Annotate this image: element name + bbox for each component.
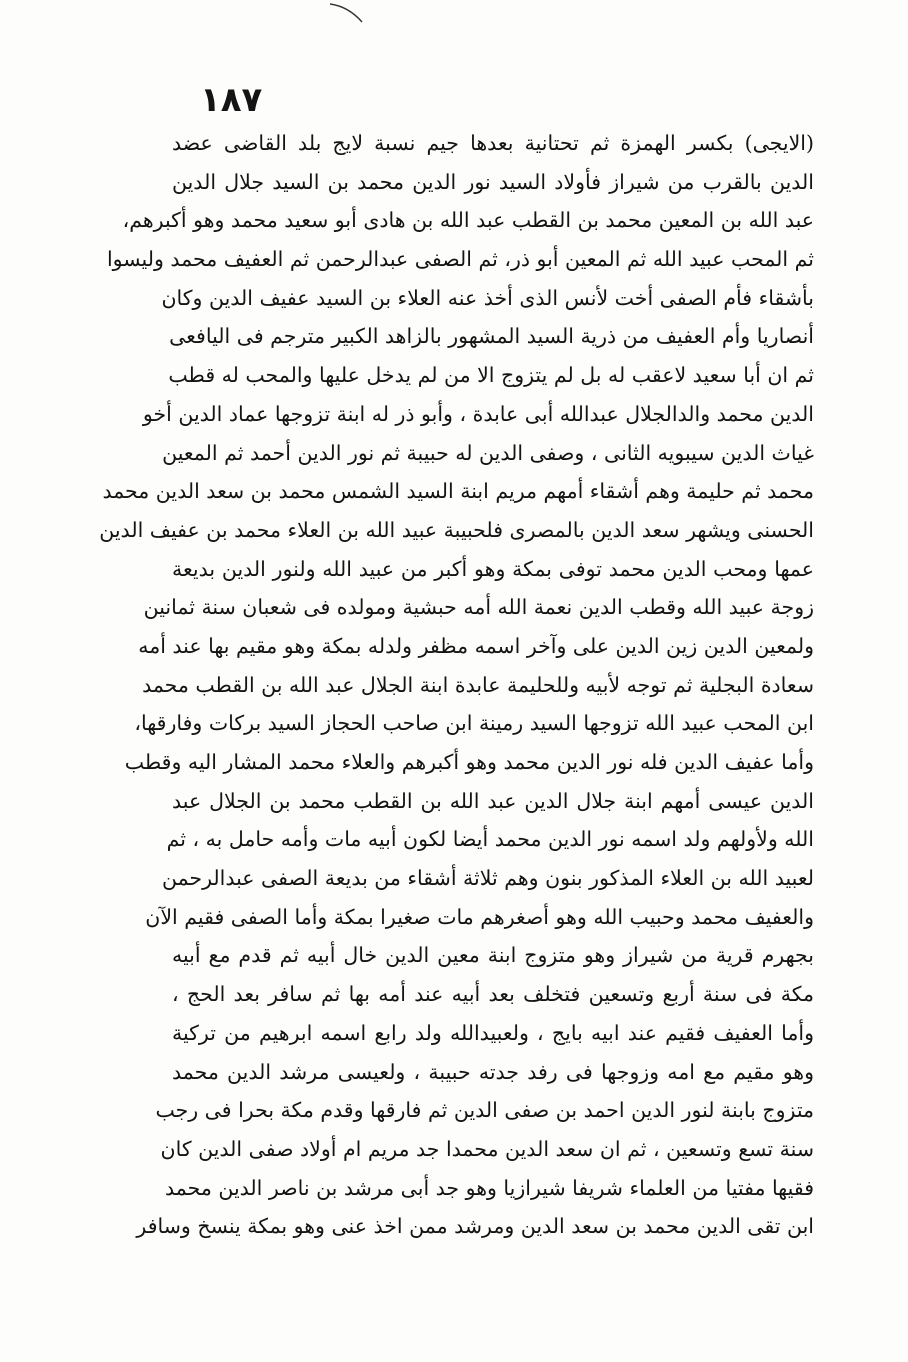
text-line: زوجة عبيد الله وقطب الدين نعمة الله أمه حبشية ومولده فى شعبان سنة ثمانين <box>143 595 814 620</box>
text-line: بأشقاء فأم الصفى أخت لأنس الذى أخذ عنه العلاء بن السيد عفيف الدين وكان <box>161 285 814 310</box>
page-number: ١٨٧ <box>200 80 263 120</box>
text-line: الحسنى ويشهر سعد الدين بالمصرى فلحبيبة عبيد الله بن العلاء محمد بن عفيف الدين <box>99 517 814 542</box>
text-line: ثم ان أبا سعيد لاعقب له بل لم يتزوج الا من لم يدخل عليها والمحب له قطب <box>168 363 814 388</box>
text-line: ابن المحب عبيد الله تزوجها السيد رمينة ابن صاحب الحجاز السيد بركات وفارقها، <box>134 711 814 736</box>
text-line: سعادة البجلية ثم توجه لأبيه وللحليمة عابدة ابنة الجلال عبد الله بن القطب محمد <box>142 672 814 697</box>
text-line: متزوج بابنة لنور الدين احمد بن صفى الدين ثم فارقها وقدم مكة بحرا فى رجب <box>155 1098 814 1123</box>
text-line: عمها ومحب الدين محمد توفى بمكة وهو أكبر من عبيد الله ولنور الدين بديعة <box>172 556 814 581</box>
text-line: مكة فى سنة أربع وتسعين فتخلف بعد أبيه عند أمه بها ثم سافر بعد الحج ، <box>172 982 814 1007</box>
text-line: وأما العفيف فقيم عند ابيه بايج ، ولعبيدالله ولد رابع اسمه ابرهيم من تركية <box>172 1020 814 1045</box>
text-line: الدين عيسى أمهم ابنة جلال الدين عبد الله بن القطب محمد بن الجلال عبد <box>172 788 814 813</box>
text-line: ثم المحب عبيد الله ثم المعين أبو ذر، ثم الصفى عبدالرحمن ثم العفيف محمد وليسوا <box>106 247 814 272</box>
text-line: الله ولأولهم ولد اسمه نور الدين محمد أيضا لكون أبيه مات وأمه حامل به ، ثم <box>166 827 814 852</box>
text-line: الدين بالقرب من شيراز فأولاد السيد نور الدين محمد بن السيد جلال الدين <box>172 169 814 194</box>
text-line: غياث الدين سيبويه الثانى ، وصفى الدين له حبيبة ثم نور الدين أحمد ثم المعين <box>162 440 814 465</box>
text-line: وهو مقيم مع امه وزوجها فى رفد جدته حبيبة ، ولعيسى مرشد الدين محمد <box>172 1059 814 1084</box>
text-line: محمد ثم حليمة وهم أشقاء أمهم مريم ابنة السيد الشمس محمد بن سعد الدين محمد <box>102 479 814 504</box>
text-line: الدين محمد والدالجلال عبدالله أبى عابدة ، وأبو ذر له ابنة تزوجها عماد الدين أخو <box>142 401 814 426</box>
arabic-text-body <box>99 124 814 1246</box>
pen-stroke-mark <box>300 0 410 40</box>
text-line: بجهرم قرية من شيراز وهو متزوج ابنة معين الدين خال أبيه ثم قدم مع أبيه <box>172 943 814 968</box>
text-line: ابن تقى الدين محمد بن سعد الدين ومرشد ممن اخذ عنى وهو بمكة ينسخ وسافر <box>136 1214 814 1239</box>
text-line: فقيها مفتيا من العلماء شريفا شيرازيا وهو جد أبى مرشد بن ناصر الدين محمد <box>165 1175 814 1200</box>
text-line: أنصاريا وأم العفيف من ذرية السيد المشهور بالزاهد الكبير مترجم فى اليافعى <box>169 324 814 349</box>
text-line: لعبيد الله بن العلاء المذكور بنون وهم ثلاثة أشقاء من بديعة الصفى عبدالرحمن <box>161 866 814 891</box>
text-line: وأما عفيف الدين فله نور الدين محمد وهو أكبرهم والعلاء محمد المشار اليه وقطب <box>124 750 814 774</box>
text-line: (الايجى) بكسر الهمزة ثم تحتانية بعدها جيم نسبة لايج بلد القاضى عضد <box>172 131 814 155</box>
text-line: سنة تسع وتسعين ، ثم ان سعد الدين محمدا جد مريم ام أولاد صفى الدين كان <box>160 1136 814 1161</box>
text-line: ولمعين الدين زين الدين على وآخر اسمه مظفر ولدله بمكة وهو مقيم بها عند أمه <box>138 633 814 658</box>
text-line: عبد الله بن المعين محمد بن القطب عبد الله بن هادى أبو سعيد محمد وهو أكبرهم، <box>122 208 814 233</box>
text-line: والعفيف محمد وحبيب الله وهو أصغرهم مات صغيرا بمكة وأما الصفى فقيم الآن <box>145 904 814 929</box>
